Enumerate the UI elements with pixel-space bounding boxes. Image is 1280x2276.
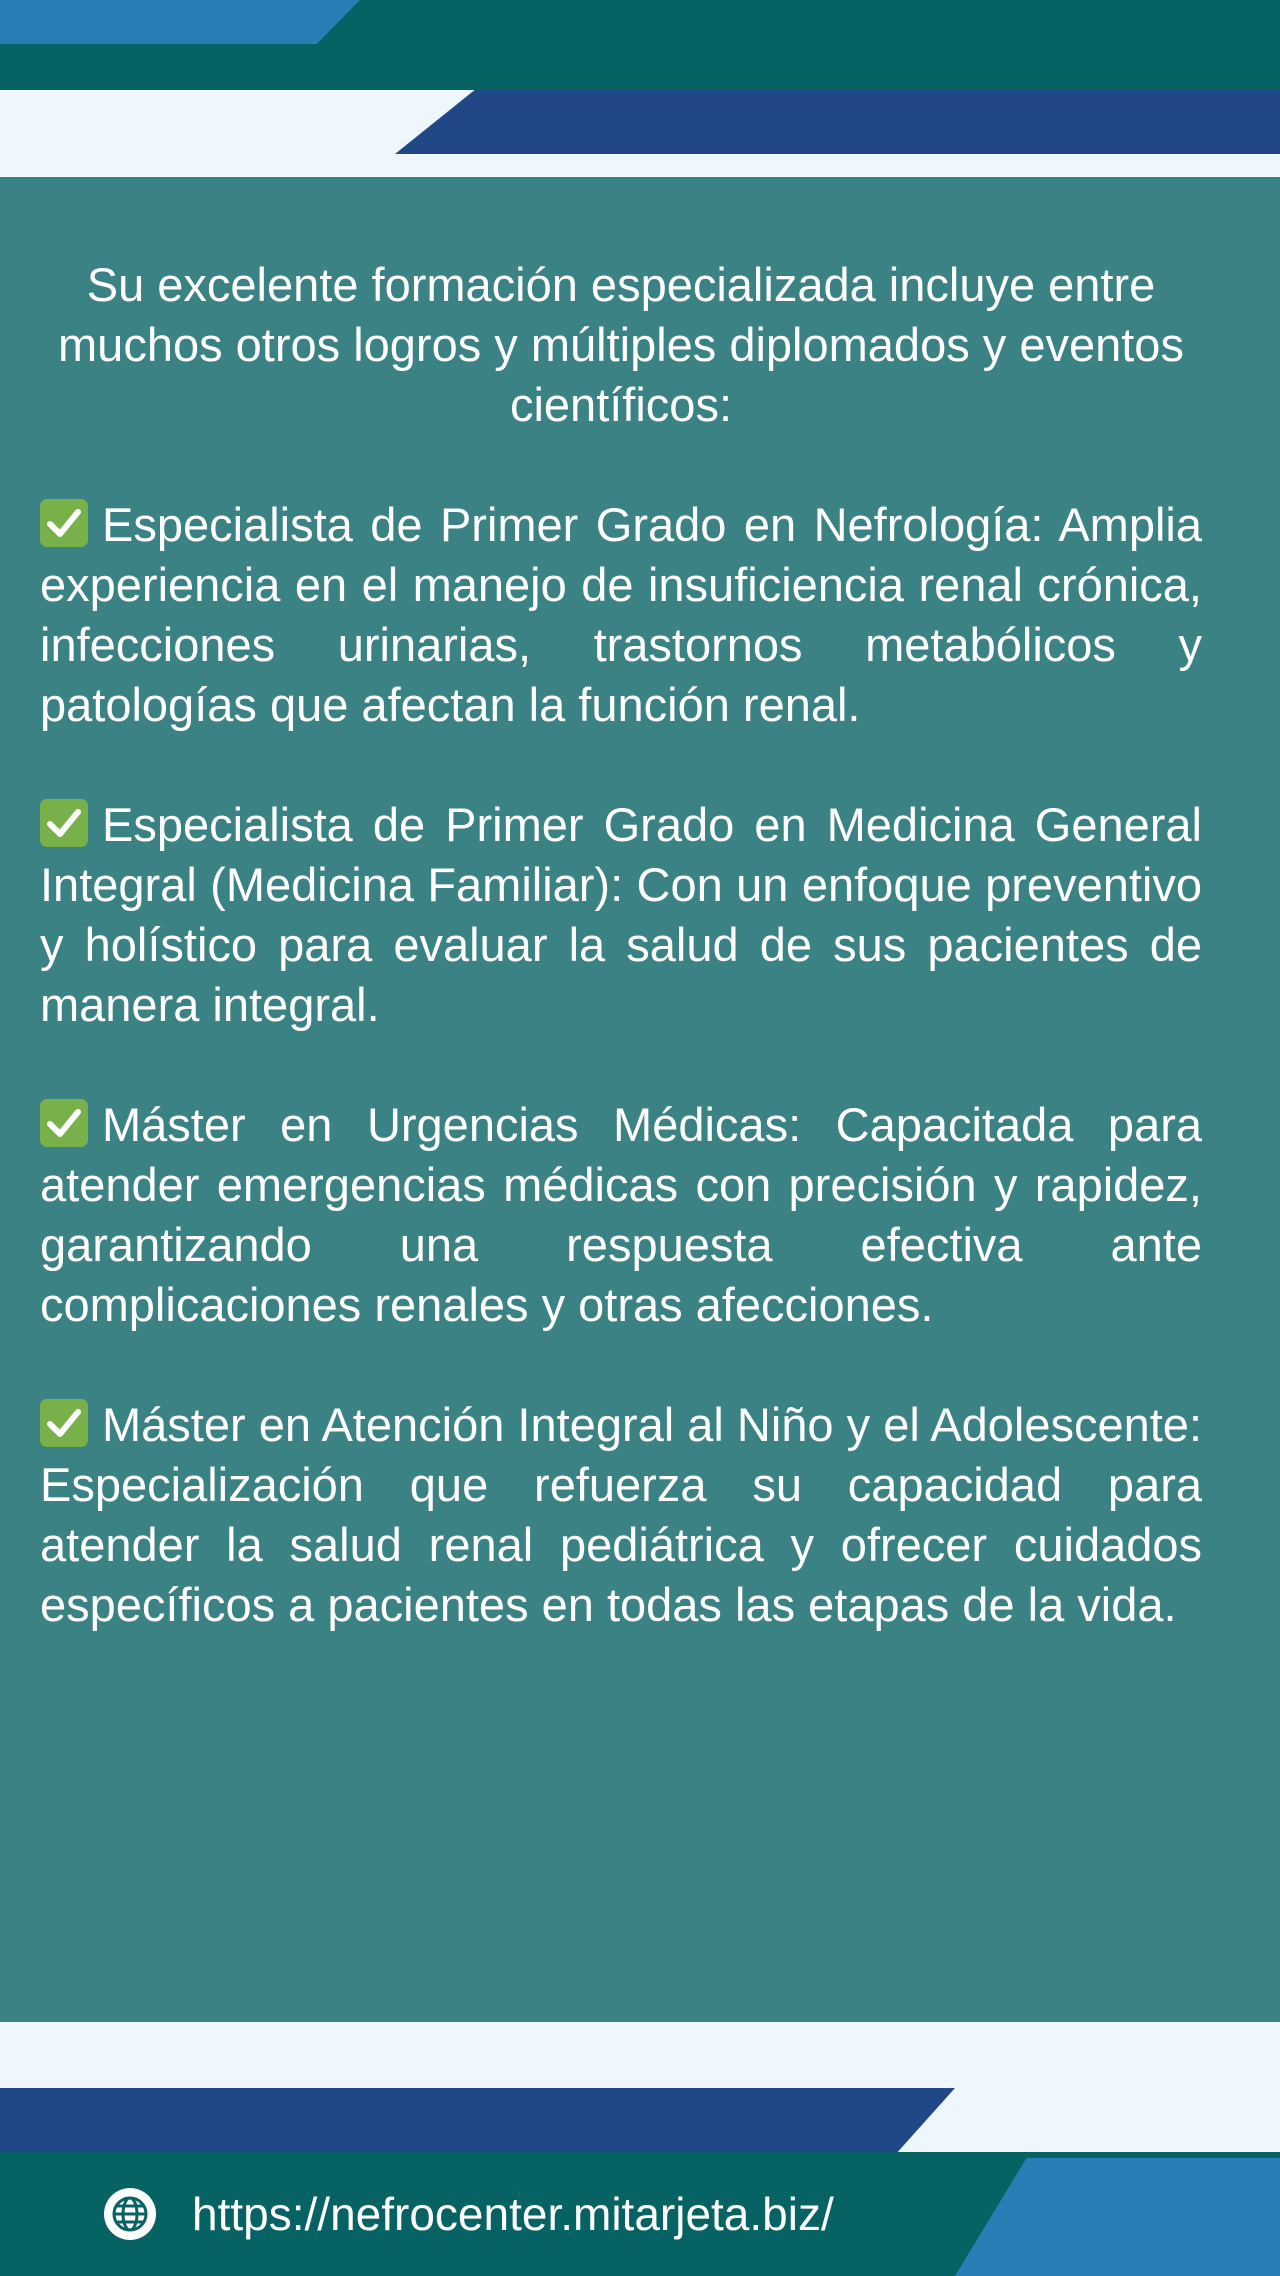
item-text: Máster en Atención Integral al Niño y el Adolescente: Especialización que refuerza su capacidad para atender la salud renal pediátrica y ofrecer cuidados específicos a pacientes en todas las etapas de la vida. <box>40 1398 1202 1631</box>
list-item <box>40 495 1202 735</box>
content-card <box>0 177 1280 2022</box>
check-icon <box>40 499 88 547</box>
globe-icon <box>104 2188 156 2240</box>
website-link[interactable] <box>104 2184 834 2244</box>
bottom-stripe <box>0 2088 955 2152</box>
top-stripe <box>395 90 1280 154</box>
item-text: Especialista de Primer Grado en Nefrología: Amplia experiencia en el manejo de insuficiencia renal crónica, infecciones urinarias, trastornos metabólicos y patologías que afectan la función renal. <box>40 498 1202 731</box>
top-accent-shape <box>0 0 360 44</box>
content <box>40 255 1202 1695</box>
list-item <box>40 1095 1202 1335</box>
check-icon <box>40 1399 88 1447</box>
list-item <box>40 1395 1202 1635</box>
list-item <box>40 795 1202 1035</box>
check-icon <box>40 799 88 847</box>
website-url[interactable]: https://nefrocenter.mitarjeta.biz/ <box>192 2188 834 2240</box>
item-text: Máster en Urgencias Médicas: Capacitada para atender emergencias médicas con precisión y rapidez, garantizando una respuesta efectiva ante complicaciones renales y otras afecciones. <box>40 1098 1202 1331</box>
intro-text: Su excelente formación especializada incluye entre muchos otros logros y múltiples diplomados y eventos científicos: <box>58 258 1184 431</box>
item-text: Especialista de Primer Grado en Medicina General Integral (Medicina Familiar): Con un enfoque preventivo y holístico para evaluar la salud de sus pacientes de manera integral. <box>40 798 1202 1031</box>
check-icon <box>40 1099 88 1147</box>
